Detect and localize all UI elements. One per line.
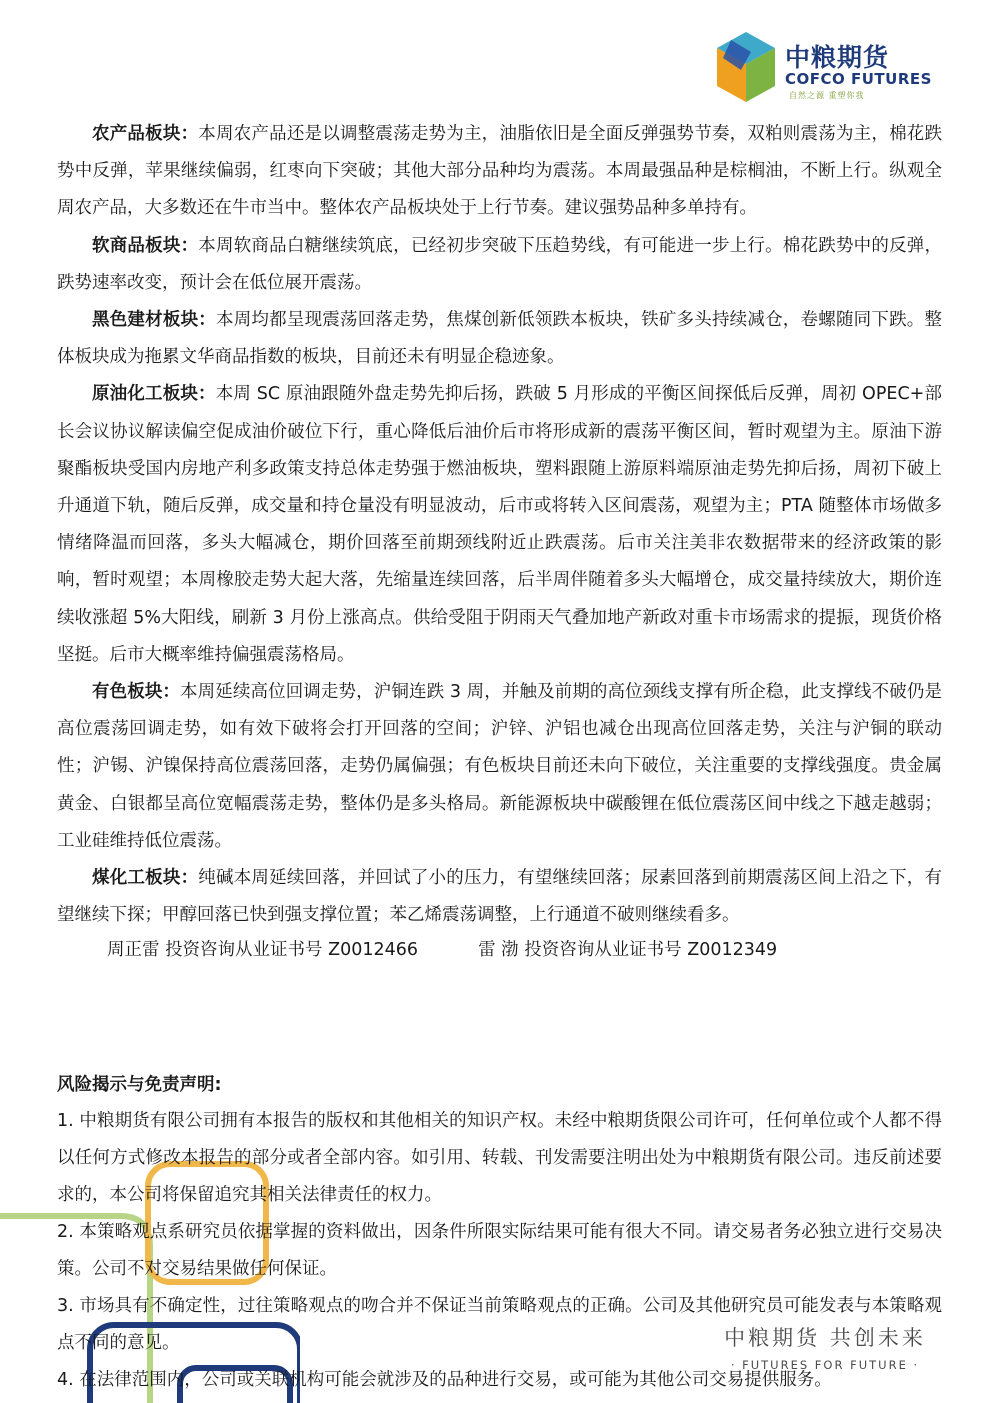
section-text: 本周延续高位回调走势，沪铜连跌 3 周，并触及前期的高位颈线支撑有所企稳，此支撑线不破仍是高位震荡回调走势，如有效下破将会打开回落的空间；沪锌、沪铝也减仓出现高位回落走势，关注与沪铜的联动性；沪锡、沪镍保持高位震荡回落，走势仍属偏强；有色板块目前还未向下破位，关注重要的支撑线强度。贵金属黄金、白银都呈高位宽幅震荡走势，整体仍是多头格局。新能源板块中碳酸锂在低位震荡区间中线之下越走越弱；工业硅维持低位震荡。 [57,682,942,851]
report-body [57,116,942,966]
section-agriculture [57,116,942,228]
analyst-credentials [57,934,942,966]
logo-en-name: COFCO FUTURES [785,70,932,88]
section-text: 本周农产品还是以调整震荡走势为主，油脂依旧是全面反弹强势节奏，双粕则震荡为主，棉花跌势中反弹，苹果继续偏弱，红枣向下突破；其他大部分品种均为震荡。本周最强品种是棕榈油，不断上行。纵观全周农产品，大多数还在牛市当中。整体农产品板块处于上行节奏。建议强势品种多单持有。 [57,124,943,219]
section-nonferrous [57,674,942,860]
section-heading: 煤化工板块： [92,868,199,889]
disclaimer-item: 3. 市场具有不确定性，过往策略观点的吻合并不保证当前策略观点的正确。公司及其他研究员可能发表与本策略观点不同的意见。 [57,1296,942,1353]
section-text: 本周 SC 原油跟随外盘走势先抑后扬，跌破 5 月形成的平衡区间探低后反弹，周初 OPEC+部长会议协议解读偏空促成油价破位下行，重心降低后油价后市将形成新的震荡平衡区间，暂时观望为主。原油下游聚酯板块受国内房地产利多政策支持总体走势强于燃油板块，塑料跟随上游原料端原油走势先抑后扬，周初下破上升通道下轨，随后反弹，成交量和持仓量没有明显波动，后市或将转入区间震荡，观望为主；PTA 随整体市场做多情绪降温而回落，多头大幅减仓，期价回落至前期颈线附近止跌震荡。后市关注美非农数据带来的经济政策的影响，暂时观望；本周橡胶走势大起大落，先缩量连续回落，后半周伴随着多头大幅增仓，成交量持续放大，期价连续收涨超 5%大阳线，刷新 3 月份上涨高点。供给受阻于阴雨天气叠加地产新政对重卡市场需求的提振，现货价格坚挺。后市大概率维持偏强震荡格局。 [57,384,943,665]
disclaimer-item: 4. 在法律范围内，公司或关联机构可能会就涉及的品种进行交易，或可能为其他公司交易提供服务。 [57,1370,832,1390]
analyst-1: 周正雷 投资咨询从业证书号 Z0012466 [107,940,419,961]
disclaimer-item: 1. 中粮期货有限公司拥有本报告的版权和其他相关的知识产权。未经中粮期货限公司许可，任何单位或个人都不得以任何方式修改本报告的部分或者全部内容。如引用、转载、刊发需要注明出处为中粮期货有限公司。违反前述要求的，本公司将保留追究其相关法律责任的权力。 [57,1111,942,1205]
section-coal-chemicals [57,860,942,934]
section-text: 本周软商品白糖继续筑底，已经初步突破下压趋势线，有可能进一步上行。棉花跌势中的反弹，跌势速率改变，预计会在低位展开震荡。 [57,235,943,293]
logo-cn-name: 中粮期货 [785,43,890,72]
disclaimer-item: 2. 本策略观点系研究员依据掌握的资料做出，因条件所限实际结果可能有很大不同。请交易者务必独立进行交易决策。公司不对交易结果做任何保证。 [57,1222,942,1279]
section-text: 本周均都呈现震荡回落走势，焦煤创新低领跌本板块，铁矿多头持续减仓，卷螺随同下跌。整体板块成为拖累文华商品指数的板块，目前还未有明显企稳迹象。 [57,310,943,368]
section-soft-commodities [57,228,942,302]
footer-brand [705,1322,945,1372]
section-heading: 原油化工板块： [92,384,216,405]
cofco-cube-icon [711,30,781,106]
section-ferrous [57,302,942,376]
section-heading: 黑色建材板块： [92,310,216,331]
cofco-futures-logo [711,30,941,110]
section-text: 纯碱本周延续回落，并回试了小的压力，有望继续回落；尿素回落到前期震荡区间上沿之下，有望继续下探；甲醇回落已快到强支撑位置；苯乙烯震荡调整，上行通道不破则继续看多。 [57,868,943,926]
logo-slogan: 自然之源 重塑你我 [789,91,865,100]
footer-slogan-cn: 中粮期货 共创未来 [724,1326,926,1350]
section-crude-chemicals [57,376,942,674]
disclaimer-title: 风险揭示与免责声明: [57,1075,222,1095]
analyst-2: 雷 渤 投资咨询从业证书号 Z0012349 [478,940,778,961]
footer-slogan-en: · FUTURES FOR FUTURE · [730,1358,920,1372]
section-heading: 软商品板块： [92,235,199,256]
section-heading: 有色板块： [92,682,181,703]
section-heading: 农产品板块： [92,124,199,144]
